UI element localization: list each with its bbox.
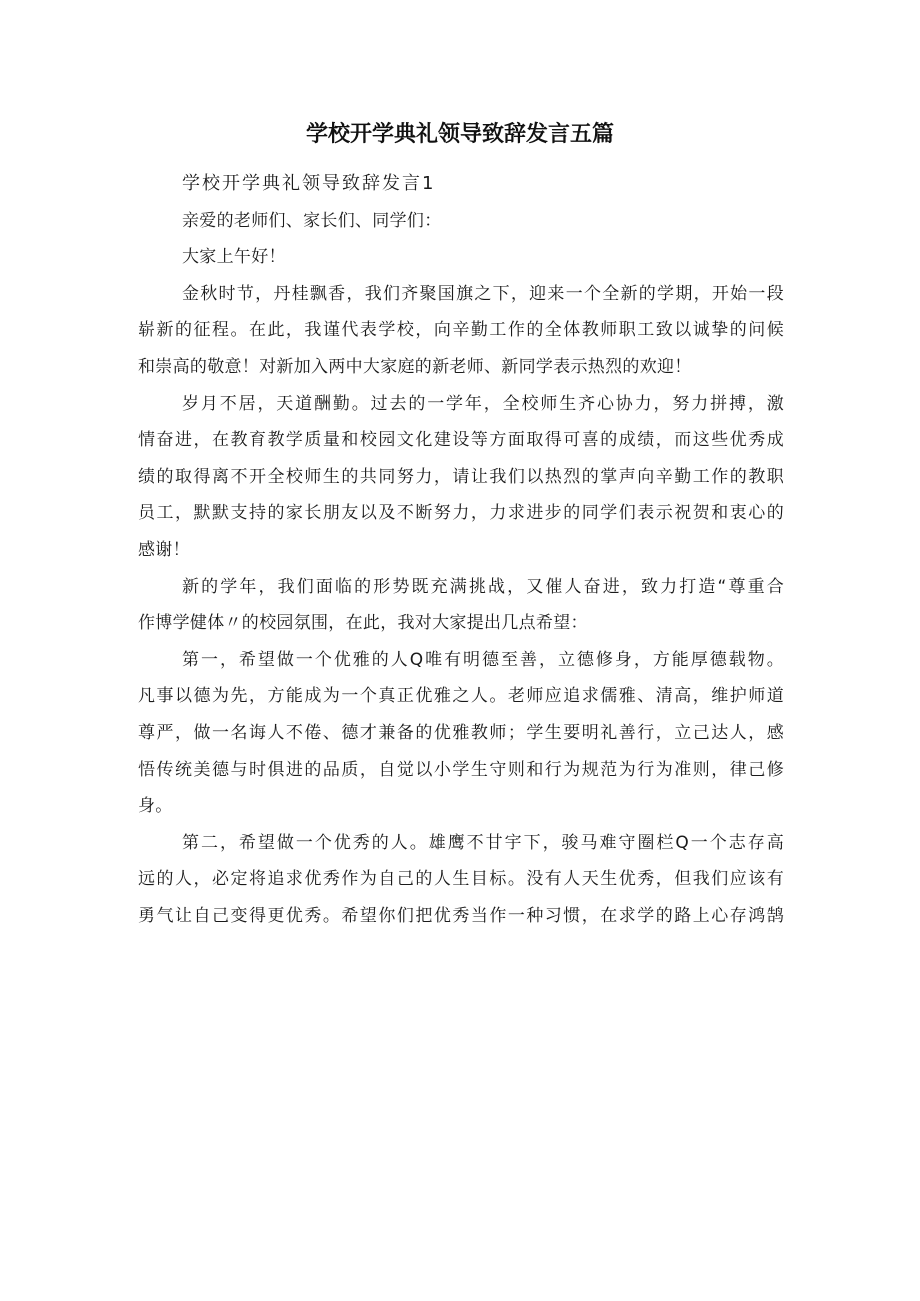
greeting-line: 大家上午好！ (182, 247, 286, 268)
paragraph-line: 尊严，做一名诲人不倦、德才兼备的优雅教师；学生要明礼善行，立己达人，感 (138, 722, 784, 743)
paragraph-line: 和崇高的敬意！对新加入两中大家庭的新老师、新同学表示热烈的欢迎！ (138, 356, 692, 377)
paragraph-line: 绩的取得离不开全校师生的共同努力，请让我们以热烈的掌声向辛勤工作的教职 (138, 466, 784, 487)
paragraph-line: 第一，希望做一个优雅的人Q唯有明德至善，立德修身，方能厚德载物。 (182, 649, 784, 670)
paragraph-line: 勇气让自己变得更优秀。希望你们把优秀当作一种习惯，在求学的路上心存鸿鹄 (138, 905, 784, 926)
document-body (138, 166, 784, 934)
paragraph-line: 新的学年，我们面临的形势既充满挑战，又催人奋进，致力打造“尊重合 (182, 576, 784, 597)
salutation-line: 亲爱的老师们、家长们、同学们： (182, 210, 442, 231)
paragraph-line: 身。 (138, 796, 173, 817)
paragraph-line: 远的人，必定将追求优秀作为自己的人生目标。没有人天生优秀，但我们应该有 (138, 869, 784, 890)
paragraph-line: 崭新的征程。在此，我谨代表学校，向辛勤工作的全体教师职工致以诚挚的问候 (138, 320, 784, 341)
paragraph-line: 金秋时节，丹桂飘香，我们齐聚国旗之下，迎来一个全新的学期，开始一段 (182, 283, 784, 304)
paragraph-line: 作博学健体〃的校园氛围，在此，我对大家提出几点希望： (138, 613, 588, 634)
paragraph-line: 感谢！ (138, 539, 190, 560)
paragraph-line: 悟传统美德与时俱进的品质，自觉以小学生守则和行为规范为行为准则，律己修 (138, 759, 784, 780)
paragraph-line: 岁月不居，天道酬勤。过去的一学年，全校师生齐心协力，努力拼搏，激 (182, 393, 784, 414)
paragraph-line: 凡事以德为先，方能成为一个真正优雅之人。老师应追求儒雅、清高，维护师道 (138, 686, 784, 707)
paragraph-line: 员工，默默支持的家长朋友以及不断努力，力求进步的同学们表示祝贺和衷心的 (138, 503, 784, 524)
document-title: 学校开学典礼领导致辞发言五篇 (305, 122, 614, 147)
paragraph-line: 情奋进，在教育教学质量和校园文化建设等方面取得可喜的成绩，而这些优秀成 (138, 430, 784, 451)
section-heading: 学校开学典礼领导致辞发言1 (182, 173, 436, 194)
paragraph-line: 第二，希望做一个优秀的人。雄鹰不甘宇下，骏马难守圈栏Q一个志存高 (182, 832, 784, 853)
